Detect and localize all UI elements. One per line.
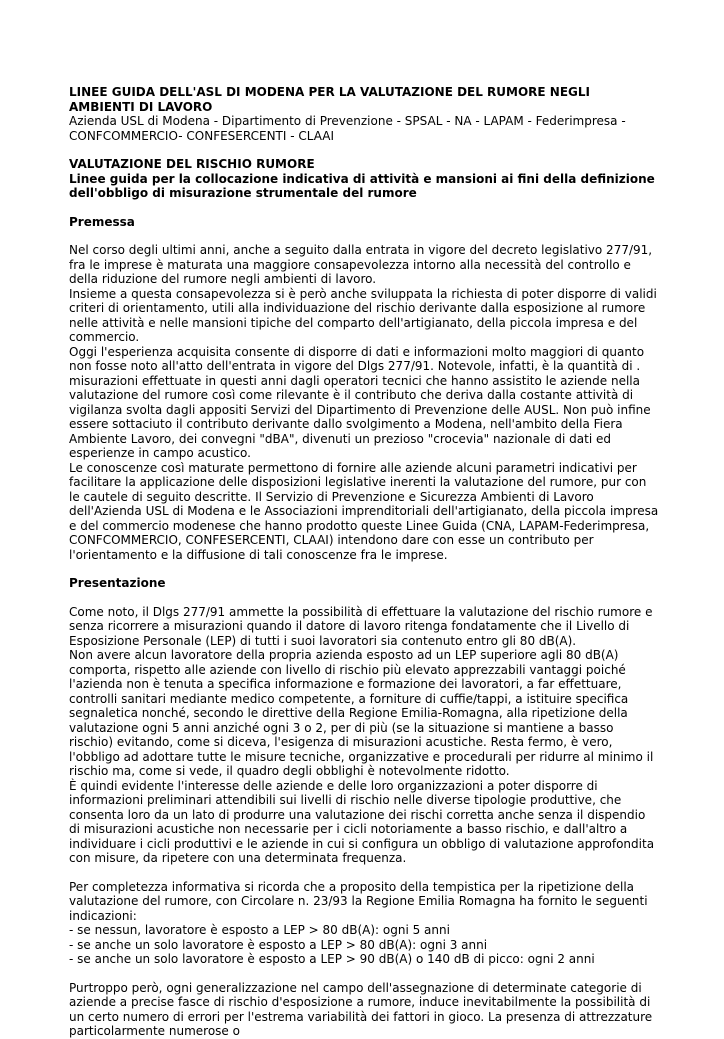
presentazione-paragraph: Come noto, il Dlgs 277/91 ammette la possibilità di effettuare la valutazione del rischio rumore e senza ricorrere a misurazioni quando il datore di lavoro ritenga fondatamente che il Livello di Esposizione Personale (LEP) di tutti i suoi lavoratori sia contenuto entro gli 80 dB(A). <box>69 604 653 648</box>
list-item: - se anche un solo lavoratore è esposto a LEP > 90 dB(A) o 140 dB di picco: ogni 2 anni <box>69 952 595 966</box>
presentazione-paragraph: Non avere alcun lavoratore della propria azienda esposto ad un LEP superiore agli 80 dB(A) comporta, rispetto alle aziende con livello di rischio più elevato apprezzabili vantaggi poiché l'azienda non è tenuta a specifica informazione e formazione dei lavoratori, a far effettuare, controlli sanitari mediante medico competente, a forniture di cuffie/tappi, a istituire specifica segnaletica nonché, secondo le direttive della Regione Emilia-Romagna, alla ripetizione della valutazione ogni 5 anni anziché ogni 3 o 2, per di più (se la situazione si mantiene a basso rischio) evitando, come si diceva, l'esigenza di misurazioni acustiche. Resta fermo, è vero, l'obbligo ad adottare tutte le misure tecniche, organizzative e procedurali per ridurre al minimo il rischio ma, come si vede, il quadro degli obblighi è notevolmente ridotto. <box>69 648 654 778</box>
list-item: - se nessun, lavoratore è esposto a LEP > 80 dB(A): ogni 5 anni <box>69 923 450 937</box>
premessa-paragraph: Le conoscenze così maturate permettono di fornire alle aziende alcuni parametri indicativi per facilitare la applicazione delle disposizioni legislative inerenti la valutazione del rumore, pur con le cautele di seguito descritte. Il Servizio di Prevenzione e Sicurezza Ambienti di Lavoro dell'Azienda USL di Modena e le Associazioni imprenditoriali dell'artigianato, della piccola impresa e del commercio modenese che hanno prodotto queste Linee Guida (CNA, LAPAM-Federimpresa, CONFCOMMERCIO, CONFESERCENTI, CLAAI) intendono dare con esse un contributo per l'orientamento e la diffusione di tali conoscenze fra le imprese. <box>69 460 659 562</box>
presentazione-paragraph: È quindi evidente l'interesse delle aziende e delle loro organizzazioni a poter disporre di informazioni preliminari attendibili sui livelli di rischio nelle diverse tipologie produttive, che consenta loro da un lato di produrre una valutazione dei rischi corretta anche senza il dispendio di misurazioni acustiche non necessarie per i cicli notoriamente a basso rischio, e dall'altro a individuare i cicli produttivi e le aziende in cui si configura un obbligo di valutazione approfondita con misure, da ripetere con una determinata frequenza. <box>69 778 655 865</box>
heading-premessa: Premessa <box>69 214 135 229</box>
final-paragraph: Purtroppo però, ogni generalizzazione nel campo dell'assegnazione di determinate categorie di aziende a precise fasce di rischio d'esposizione a rumore, induce inevitabilmente la possibilità di un certo numero di errori per l'estrema variabilità dei fattori in gioco. La presenza di attrezzature particolarmente numerose o <box>69 980 653 1038</box>
completezza-paragraph: Per completezza informativa si ricorda che a proposito della tempistica per la ripetizione della valutazione del rumore, con Circolare n. 23/93 la Regione Emilia Romagna ha fornito le seguenti indicazioni: <box>69 879 648 923</box>
document-subtitle: Azienda USL di Modena - Dipartimento di Prevenzione - SPSAL - NA - LAPAM - Federimpresa - CONFCOMMERCIO- CONFESERCENTI - CLAAI <box>69 114 626 143</box>
heading-presentazione: Presentazione <box>69 576 166 590</box>
section-title: VALUTAZIONE DEL RISCHIO RUMORE <box>69 157 315 171</box>
document-page <box>69 85 659 1039</box>
premessa-paragraph: Oggi l'esperienza acquisita consente di disporre di dati e informazioni molto maggiori di quanto non fosse noto all'atto dell'entrata in vigore del Dlgs 277/91. Notevole, infatti, è la quantità di . misurazioni effettuate in questi anni dagli operatori tecnici che hanno assistito le aziende nella valutazione del rumore così come rilevante è il contributo che deriva dalla costante attività di vigilanza svolta dagli appositi Servizi del Dipartimento di Prevenzione delle AUSL. Non può infine essere sottaciuto il contributo derivante dallo svolgimento a Modena, nell'ambito della Fiera Ambiente Lavoro, dei convegni "dBA", divenuti un prezioso "crocevia" nazionale di dati ed esperienze in campo acustico. <box>69 344 651 460</box>
premessa-paragraph: Insieme a questa consapevolezza si è però anche sviluppata la richiesta di poter disporre di validi criteri di orientamento, utili alla individuazione del rischio derivante dalla esposizione al rumore nelle attività e nelle mansioni tipiche del comparto dell'artigianato, della piccola impresa e del commercio. <box>69 286 657 344</box>
section-subtitle: Linee guida per la collocazione indicativa di attività e mansioni ai fini della definizione dell'obbligo di misurazione strumentale del rumore <box>69 171 655 200</box>
premessa-paragraph: Nel corso degli ultimi anni, anche a seguito dalla entrata in vigore del decreto legislativo 277/91, fra le imprese è maturata una maggiore consapevolezza intorno alla necessità del controllo e della riduzione del rumore negli ambienti di lavoro. <box>69 243 653 286</box>
document-title: LINEE GUIDA DELL'ASL DI MODENA PER LA VALUTAZIONE DEL RUMORE NEGLI AMBIENTI DI LAVORO <box>69 85 590 114</box>
list-item: - se anche un solo lavoratore è esposto a LEP > 80 dB(A): ogni 3 anni <box>69 937 488 952</box>
